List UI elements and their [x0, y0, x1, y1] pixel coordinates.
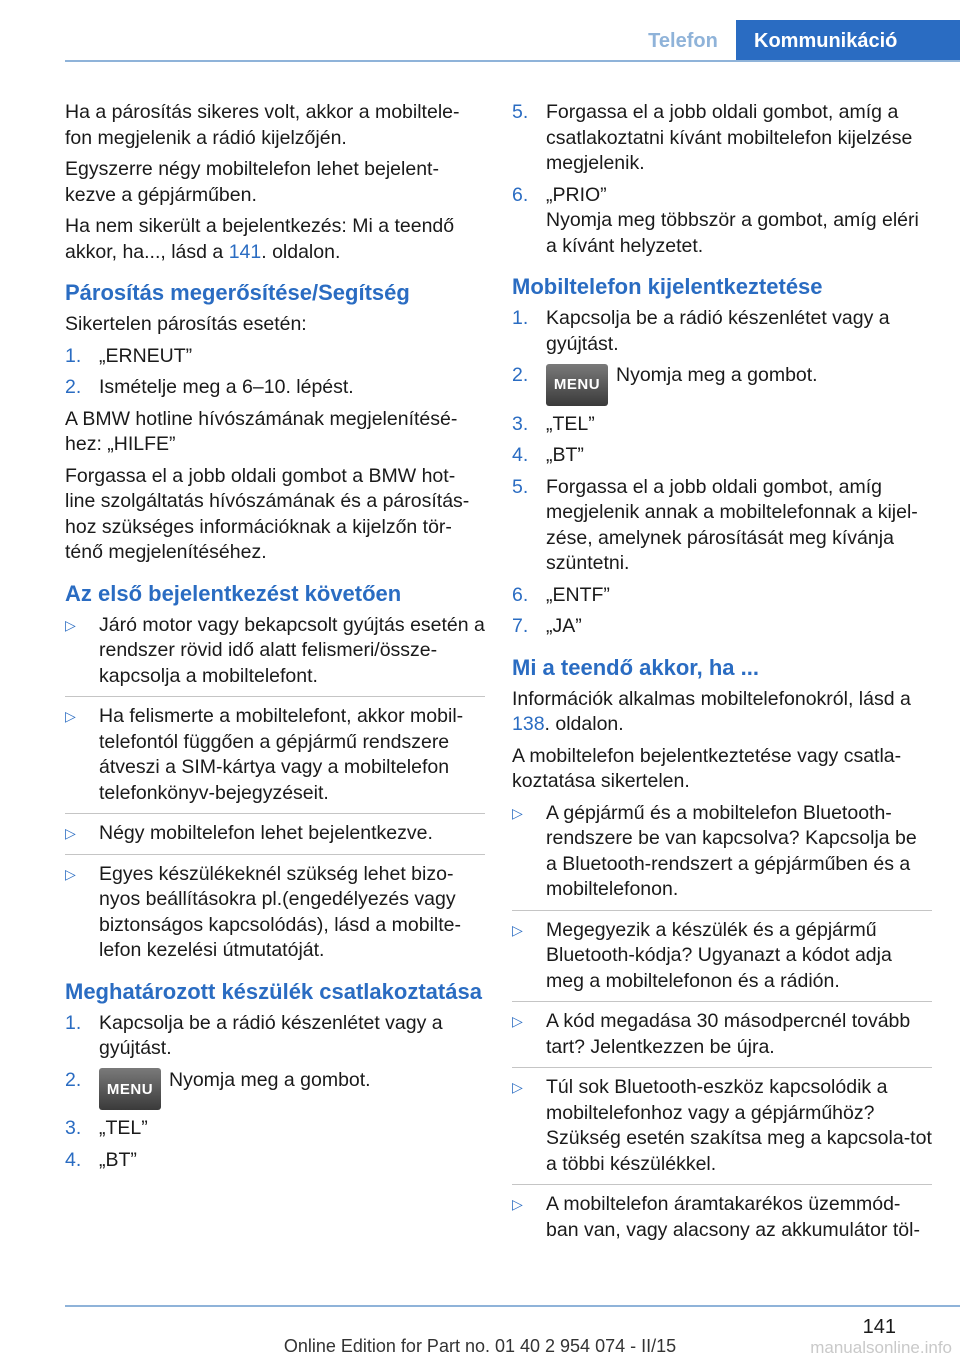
page-link[interactable]: 141	[228, 240, 262, 263]
step-number: 6.	[512, 583, 529, 606]
triangle-bullet-icon: ▷	[65, 825, 76, 841]
triangle-bullet-icon: ▷	[65, 708, 76, 724]
header-rule	[65, 60, 960, 62]
numbered-list	[512, 306, 932, 640]
triangle-bullet-icon: ▷	[512, 921, 523, 938]
list-item: ▷ A gépjármű és a mobiltelefon Bluetooth-rendszere be van kapcsolva? Kapcsolja be a Bluetooth-rendszert a gépjárműben és a mobiltelefonon.	[512, 801, 932, 911]
step-number: 2.	[65, 376, 82, 398]
footer-rule	[65, 1305, 960, 1307]
step-number: 3.	[65, 1117, 82, 1140]
list-item: ▷ Túl sok Bluetooth-eszköz kapcsolódik a mobiltelefonhoz vagy a gépjárműhöz? Szükség esetén szakítsa meg a kapcsola-tot a többi készülékkel.	[512, 1075, 932, 1185]
paragraph: Forgassa el a jobb oldali gombot a BMW hot-line szolgáltatás hívószámának és a párosítás-hoz szükséges információknak a kijelzőn tör-ténő megjelenítéséhez.	[65, 464, 470, 563]
paragraph: A mobiltelefon bejelentkeztetése vagy csatla-koztatása sikertelen.	[512, 744, 902, 793]
triangle-bullet-icon: ▷	[512, 1013, 523, 1030]
step-number: 6.	[512, 183, 529, 206]
list-item: 4. „BT”	[65, 1148, 485, 1174]
step-number: 2.	[512, 364, 529, 386]
list-item: ▷ Ha felismerte a mobiltelefont, akkor mobil-telefontól függően a gépjármű rendszere átveszi a SIM-kártya vagy a mobiltelefon telefonkönyv-bejegyzéseit.	[65, 704, 485, 814]
header-tab-kommunikacio: Kommunikáció	[736, 20, 960, 62]
list-item: 3. „TEL”	[512, 412, 932, 438]
list-item: 2. Ismételje meg a 6–10. lépést.	[65, 375, 485, 401]
list-item: 4. „BT”	[512, 443, 932, 469]
list-item: ▷ A mobiltelefon áramtakarékos üzemmód-ban van, vagy alacsony az akkumulátor töl-	[512, 1192, 932, 1243]
step-number: 5.	[512, 475, 529, 498]
menu-button-icon: MENU	[99, 1068, 161, 1110]
page-link[interactable]: 138	[512, 713, 545, 736]
section-heading-kijelentkeztetes: Mobiltelefon kijelentkeztetése	[512, 274, 823, 299]
list-item: ▷ Megegyezik a készülék és a gépjármű Bluetooth-kódja? Ugyanazt a kódot adja meg a mobiltelefonon és a rádión.	[512, 918, 932, 1003]
step-number: 1.	[65, 344, 82, 367]
left-column	[65, 100, 485, 1179]
paragraph: A BMW hotline hívószámának megjelenítésé-hez: „HILFE”	[65, 407, 458, 455]
paragraph: Információk alkalmas mobiltelefonokról, lásd a 138. oldalon.	[512, 687, 911, 736]
list-item: ▷ A kód megadása 30 másodpercnél tovább tart? Jelentkezzen be újra.	[512, 1009, 932, 1068]
list-item: 6. „ENTF”	[512, 583, 932, 609]
paragraph: Sikertelen párosítás esetén:	[65, 313, 307, 335]
triangle-bullet-icon: ▷	[65, 616, 76, 633]
list-item: 5. Forgassa el a jobb oldali gombot, amíg megjelenik annak a mobiltelefonnak a kijel-zése, amelynek párosítását meg kívánja szüntetni.	[512, 475, 932, 577]
header-tab-telefon: Telefon	[648, 29, 718, 52]
menu-button-icon: MENU	[546, 364, 608, 406]
bullet-list	[512, 801, 932, 1244]
section-heading-teendo: Mi a teendő akkor, ha ...	[512, 654, 759, 680]
numbered-list	[65, 344, 485, 401]
step-number: 4.	[512, 444, 529, 467]
paragraph: Ha a párosítás sikeres volt, akkor a mobiltele-fon megjelenik a rádió kijelzőjén.	[65, 101, 460, 149]
step-number: 5.	[512, 101, 529, 123]
section-heading-parositas: Párosítás megerősítése/Segítség	[65, 280, 410, 305]
list-item: ▷ Négy mobiltelefon lehet bejelentkezve.	[65, 821, 485, 855]
list-item: 1. Kapcsolja be a rádió készenlétet vagy a gyújtást.	[512, 306, 932, 357]
list-item: ▷ Egyes készülékeknél szükség lehet bizo-nyos beállításokra pl.(engedélyezés vagy biztonságos kapcsolódás), lásd a mobilte-lefon kezelési útmutatóját.	[65, 862, 485, 964]
triangle-bullet-icon: ▷	[512, 804, 523, 821]
paragraph: Ha nem sikerült a bejelentkezés: Mi a teendő akkor, ha..., lásd a 141. oldalon.	[65, 215, 455, 263]
step-number: 1.	[65, 1011, 82, 1034]
list-item: 1. „ERNEUT”	[65, 344, 485, 370]
list-item: 3. „TEL”	[65, 1116, 485, 1142]
step-number: 3.	[512, 412, 529, 435]
list-item: 6. „PRIO” Nyomja meg többször a gombot, amíg eléri a kívánt helyzetet.	[512, 183, 932, 260]
page-header	[0, 0, 960, 62]
triangle-bullet-icon: ▷	[512, 1196, 523, 1213]
triangle-bullet-icon: ▷	[65, 865, 76, 882]
numbered-list	[65, 1011, 485, 1174]
page-number: 141	[862, 1316, 896, 1338]
list-item: 7. „JA”	[512, 614, 932, 640]
paragraph: Egyszerre négy mobiltelefon lehet bejelent-kezve a gépjárműben.	[65, 158, 439, 206]
edition-note: Online Edition for Part no. 01 40 2 954 074 - II/15	[283, 1336, 677, 1356]
step-number: 7.	[512, 615, 529, 638]
list-item: 5. Forgassa el a jobb oldali gombot, amíg a csatlakoztatni kívánt mobiltelefon kijelzése megjelenik.	[512, 100, 932, 177]
section-heading-meghatarozott: Meghatározott készülék csatlakoztatása	[65, 978, 482, 1004]
list-item: ▷ Járó motor vagy bekapcsolt gyújtás esetén a rendszer rövid idő alatt felismeri/össze-kapcsolja a mobiltelefont.	[65, 613, 485, 698]
list-item: 2. MENU Nyomja meg a gombot.	[65, 1068, 485, 1111]
list-item: 2. MENU Nyomja meg a gombot.	[512, 363, 932, 406]
right-column	[512, 100, 932, 1249]
triangle-bullet-icon: ▷	[512, 1079, 523, 1096]
step-number: 4.	[65, 1148, 82, 1171]
watermark: manualsonline.info	[810, 1338, 952, 1357]
section-heading-elso: Az első bejelentkezést követően	[65, 580, 402, 606]
bullet-list	[65, 613, 485, 964]
list-item: 1. Kapcsolja be a rádió készenlétet vagy a gyújtást.	[65, 1011, 485, 1062]
numbered-list	[512, 100, 932, 259]
step-number: 2.	[65, 1068, 82, 1091]
step-number: 1.	[512, 307, 529, 329]
